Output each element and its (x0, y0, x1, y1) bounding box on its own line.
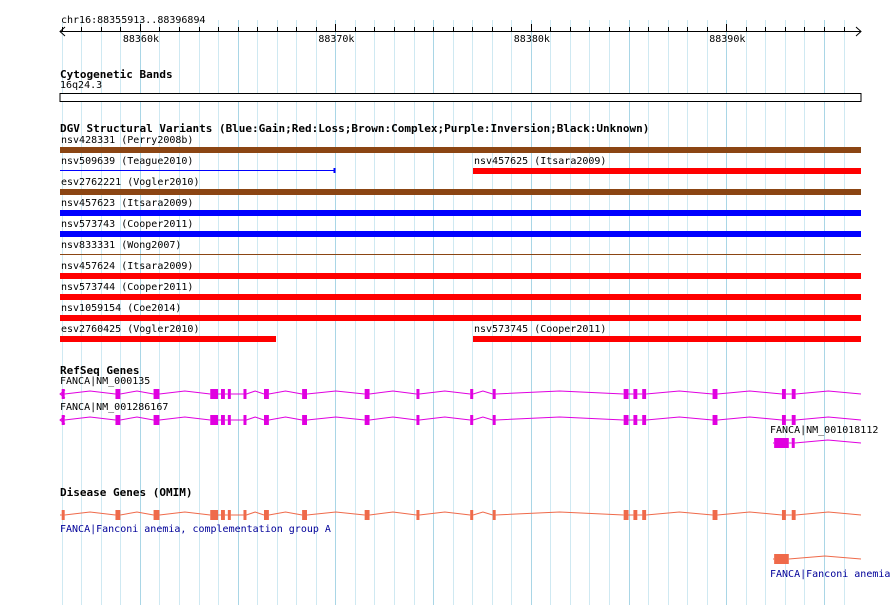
dgv-variant-label[interactable]: nsv573745 (Cooper2011) (474, 324, 607, 335)
refseq-intron (717, 417, 782, 420)
omim-exon (633, 510, 637, 520)
omim-intron (496, 512, 624, 515)
refseq-exon (493, 389, 496, 399)
omim-track-title: Disease Genes (OMIM) (60, 486, 193, 499)
refseq-exon (115, 389, 120, 399)
refseq-intron (796, 417, 861, 420)
omim-exon (221, 510, 225, 520)
refseq-intron (496, 391, 624, 394)
refseq-exon (302, 415, 307, 425)
omim-exon (228, 510, 231, 520)
refseq-intron (717, 391, 782, 394)
refseq-intron (120, 391, 153, 394)
omim-gene-label[interactable]: FANCA|Fanconi anemia, complementation group A (60, 524, 331, 535)
refseq-exon (642, 389, 646, 399)
refseq-track-title: RefSeq Genes (60, 364, 140, 377)
refseq-exon (302, 389, 307, 399)
omim-intron (370, 512, 417, 515)
dgv-variant-label[interactable]: nsv833331 (Wong2007) (61, 240, 182, 251)
refseq-exon (228, 389, 231, 399)
refseq-intron (246, 391, 264, 394)
dgv-variant-label[interactable]: nsv457625 (Itsara2009) (474, 156, 607, 167)
omim-intron (120, 512, 153, 515)
omim-exon (154, 510, 160, 520)
omim-exon (493, 510, 496, 520)
refseq-intron (269, 391, 302, 394)
refseq-exon (782, 389, 786, 399)
dgv-variant-bar (473, 168, 861, 174)
refseq-intron (473, 417, 493, 420)
refseq-gene-label[interactable]: FANCA|NM_001286167 (60, 402, 169, 413)
dgv-variant-label[interactable]: nsv428331 (Perry2008b) (61, 135, 194, 146)
refseq-exon (633, 389, 637, 399)
refseq-gene-label[interactable]: FANCA|NM_001018112 (770, 425, 879, 436)
omim-exon (792, 510, 796, 520)
refseq-intron (65, 391, 116, 394)
dgv-variant-label[interactable]: nsv509639 (Teague2010) (61, 156, 194, 167)
omim-exon (624, 510, 629, 520)
dgv-variant-label[interactable]: esv2762221 (Vogler2010) (61, 177, 200, 188)
omim-exon (365, 510, 370, 520)
refseq-intron (419, 391, 470, 394)
refseq-intron (246, 417, 264, 420)
omim-intron (269, 512, 302, 515)
refseq-intron (646, 417, 712, 420)
dgv-variant-bar (60, 315, 861, 321)
dgv-variant-bar (60, 189, 861, 195)
refseq-intron (370, 417, 417, 420)
omim-exon (115, 510, 120, 520)
refseq-exon (264, 389, 269, 399)
refseq-intron (65, 417, 116, 420)
refseq-intron (646, 391, 712, 394)
refseq-exon (470, 415, 473, 425)
refseq-exon (792, 389, 796, 399)
ruler-tick-label: 88370k (318, 34, 355, 45)
omim-intron (646, 512, 712, 515)
refseq-exon (221, 415, 225, 425)
ruler-tick-label: 88380k (513, 34, 550, 45)
omim-intron (473, 512, 493, 515)
refseq-exon (624, 389, 629, 399)
refseq-exon (624, 415, 629, 425)
refseq-exon (210, 415, 218, 425)
omim-exon (264, 510, 269, 520)
refseq-intron (496, 417, 624, 420)
dgv-track-title: DGV Structural Variants (Blue:Gain;Red:Loss;Brown:Complex;Purple:Inversion;Black:Unknown) (60, 122, 650, 135)
omim-intron (246, 512, 264, 515)
ruler-tick-label: 88360k (122, 34, 159, 45)
refseq-exon (792, 438, 795, 448)
omim-intron (796, 512, 861, 515)
refseq-exon (633, 415, 637, 425)
omim-exon (416, 510, 419, 520)
refseq-exon (470, 389, 473, 399)
refseq-exon (365, 415, 370, 425)
refseq-exon (416, 415, 419, 425)
dgv-variant-bar (60, 210, 861, 216)
refseq-exon (243, 415, 246, 425)
cytoband-label: 16q24.3 (60, 80, 103, 91)
refseq-exon (221, 389, 225, 399)
dgv-variant-bar (60, 336, 276, 342)
refseq-exon (154, 389, 160, 399)
refseq-intron (796, 391, 861, 394)
refseq-intron (120, 417, 153, 420)
omim-intron (717, 512, 782, 515)
refseq-intron (370, 391, 417, 394)
cytoband-track-title: Cytogenetic Bands (60, 68, 173, 81)
refseq-exon (792, 415, 796, 425)
refseq-exon (713, 415, 718, 425)
refseq-intron (473, 391, 493, 394)
refseq-exon (228, 415, 231, 425)
omim-intron (65, 512, 116, 515)
refseq-exon (264, 415, 269, 425)
refseq-exon (642, 415, 646, 425)
omim-exon (470, 510, 473, 520)
refseq-exon (115, 415, 120, 425)
omim-exon (713, 510, 718, 520)
omim-exon (302, 510, 307, 520)
dgv-variant-bar (473, 336, 861, 342)
omim-gene-label[interactable]: FANCA|Fanconi anemia (770, 569, 890, 580)
omim-exon (243, 510, 246, 520)
dgv-variant-bar (60, 273, 861, 279)
ruler-tick-label: 88390k (709, 34, 746, 45)
dgv-variant-label[interactable]: nsv1059154 (Coe2014) (61, 303, 182, 314)
dgv-variant-bar (60, 294, 861, 300)
omim-exon (62, 510, 65, 520)
omim-intron (419, 512, 470, 515)
dgv-variant-label[interactable]: esv2760425 (Vogler2010) (61, 324, 200, 335)
omim-intron (159, 512, 210, 515)
dgv-variant-label[interactable]: nsv457623 (Itsara2009) (61, 198, 194, 209)
omim-exon (782, 510, 786, 520)
refseq-exon (416, 389, 419, 399)
refseq-exon (154, 415, 160, 425)
refseq-exon (774, 438, 789, 448)
refseq-exon (713, 389, 718, 399)
omim-exon (774, 554, 789, 564)
omim-exon (642, 510, 646, 520)
dgv-variant-bar (60, 147, 861, 153)
refseq-exon (493, 415, 496, 425)
refseq-gene-label[interactable]: FANCA|NM_000135 (60, 376, 151, 387)
dgv-variant-label[interactable]: nsv573744 (Cooper2011) (61, 282, 194, 293)
omim-exon (210, 510, 218, 520)
refseq-exon (782, 415, 786, 425)
dgv-variant-bar (60, 231, 861, 237)
dgv-variant-label[interactable]: nsv457624 (Itsara2009) (61, 261, 194, 272)
refseq-intron (159, 417, 210, 420)
refseq-intron (419, 417, 470, 420)
refseq-exon (365, 389, 370, 399)
refseq-intron (269, 417, 302, 420)
refseq-exon (243, 389, 246, 399)
dgv-variant-label[interactable]: nsv573743 (Cooper2011) (61, 219, 194, 230)
refseq-intron (159, 391, 210, 394)
region-label: chr16:88355913..88396894 (61, 15, 206, 26)
cytoband-band (60, 94, 861, 102)
refseq-exon (210, 389, 218, 399)
